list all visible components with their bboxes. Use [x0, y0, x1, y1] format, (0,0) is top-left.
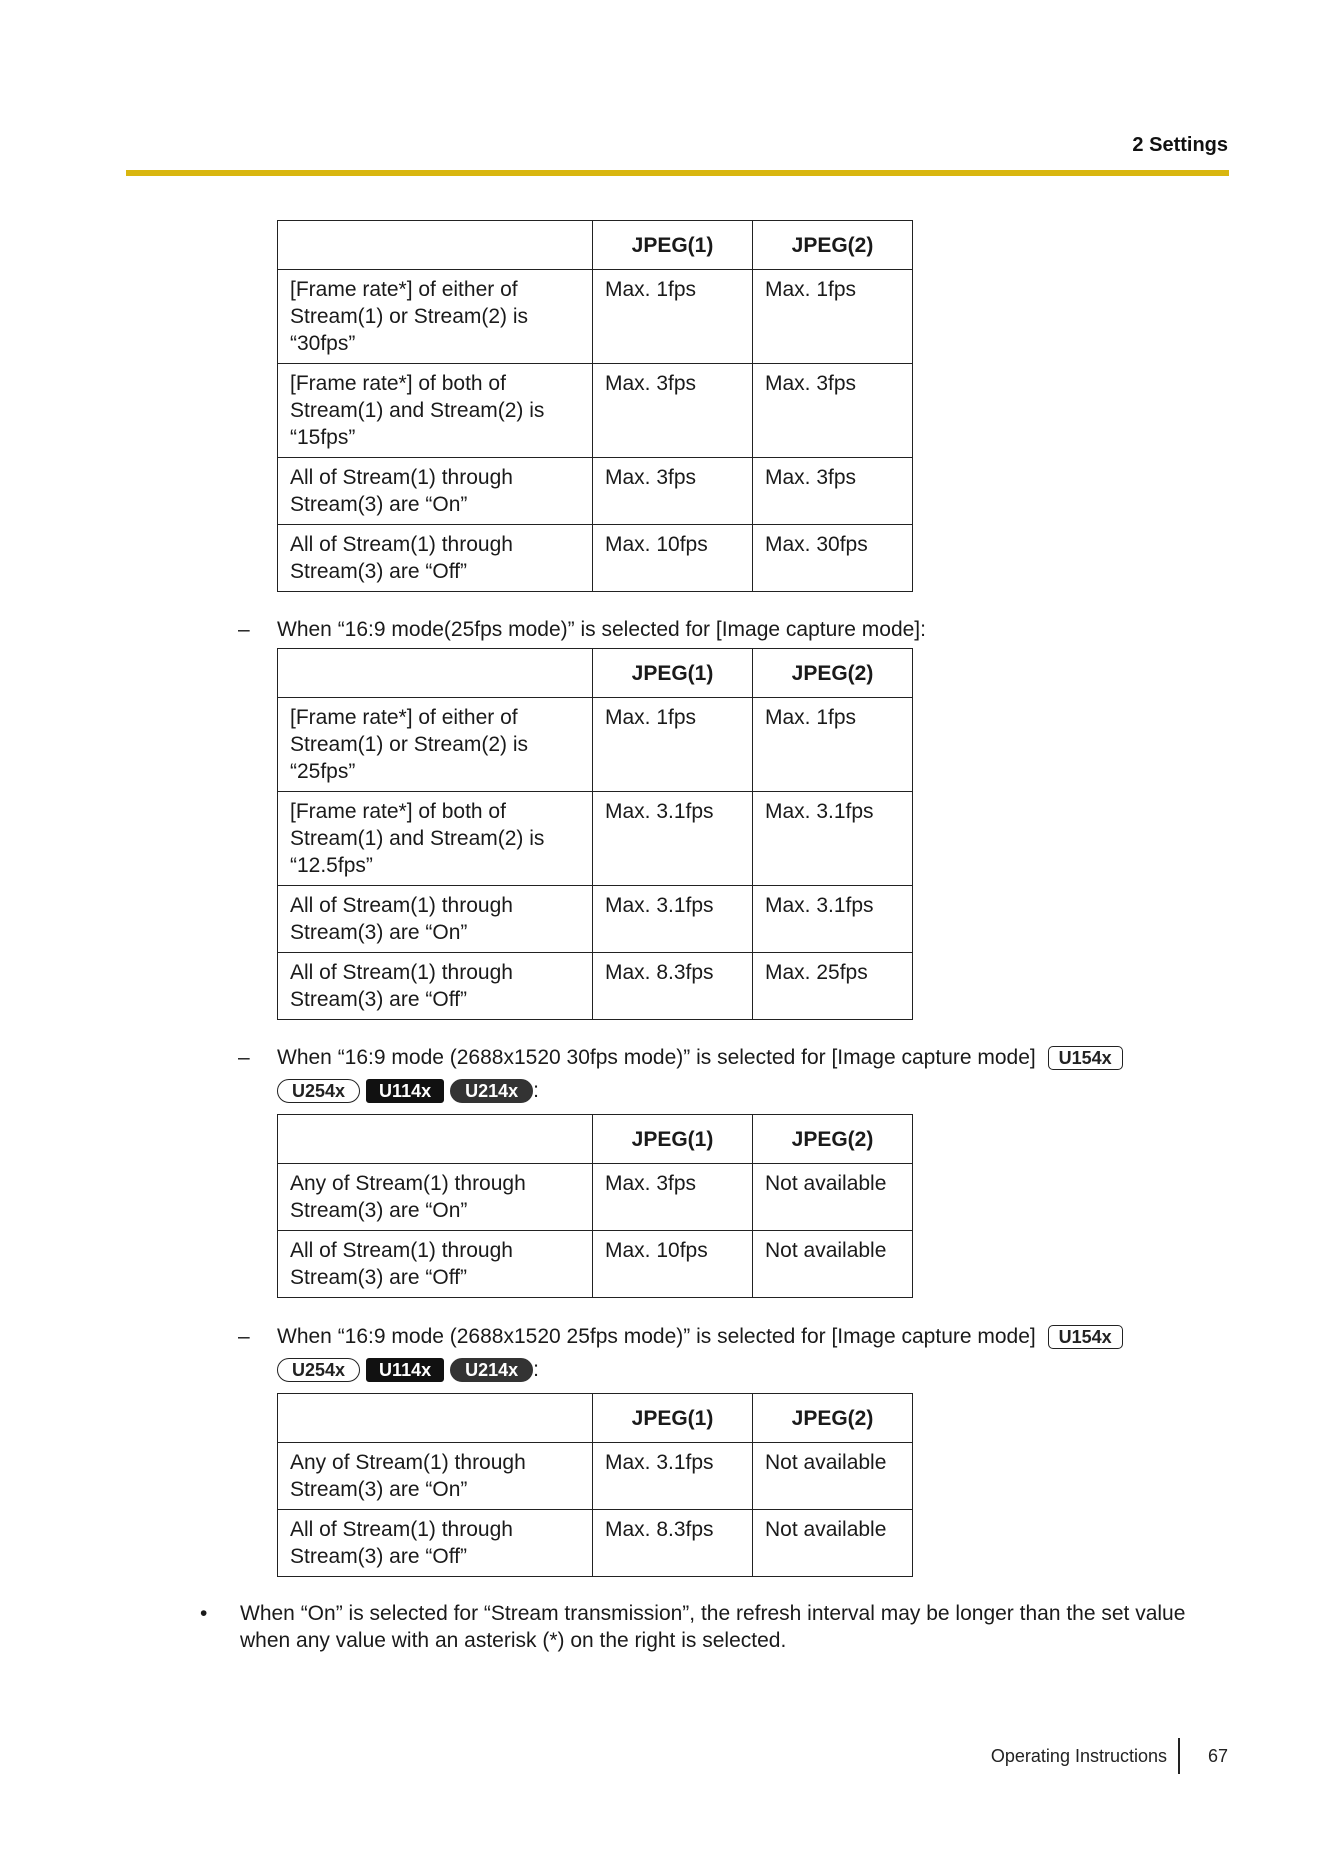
table-cell: All of Stream(1) through Stream(3) are “On” — [278, 886, 593, 953]
badges-colon: : — [533, 1358, 539, 1381]
bullet-marker: • — [200, 1602, 208, 1625]
table-row — [278, 364, 913, 458]
section-header: 2 Settings — [1132, 134, 1228, 156]
badges-colon: : — [533, 1079, 539, 1102]
table-row — [278, 953, 913, 1020]
note-text: When “16:9 mode(25fps mode)” is selected for [Image capture mode]: — [277, 618, 926, 641]
table-cell: Not available — [753, 1164, 913, 1231]
dash-marker: – — [238, 618, 250, 641]
table-header-cell: JPEG(2) — [753, 1394, 913, 1443]
table-cell: [Frame rate*] of both of Stream(1) and Stream(2) is “12.5fps” — [278, 792, 593, 886]
table-cell: All of Stream(1) through Stream(3) are “Off” — [278, 525, 593, 592]
bullet-text: When “On” is selected for “Stream transmission”, the refresh interval may be longer than the set value when any value with an asterisk (*) on the right is selected. — [240, 1602, 1186, 1652]
note-2688x1520-25fps — [238, 1321, 1129, 1353]
table-row — [278, 1510, 913, 1577]
table-cell: Not available — [753, 1231, 913, 1298]
table-cell: Max. 3fps — [593, 458, 753, 525]
table-cell: Any of Stream(1) through Stream(3) are “On” — [278, 1443, 593, 1510]
table-header-cell: JPEG(1) — [593, 221, 753, 270]
table-row — [278, 698, 913, 792]
page-number: 67 — [1208, 1746, 1229, 1766]
fps-table-25fps — [277, 648, 913, 1020]
table-header-row — [278, 1115, 913, 1164]
table-cell: Max. 3.1fps — [753, 792, 913, 886]
note-text: When “16:9 mode (2688x1520 30fps mode)” is selected for [Image capture mode] — [277, 1046, 1036, 1069]
table-cell: [Frame rate*] of either of Stream(1) or Stream(2) is “25fps” — [278, 698, 593, 792]
fps-table-30fps — [277, 220, 913, 592]
table-cell: [Frame rate*] of both of Stream(1) and Stream(2) is “15fps” — [278, 364, 593, 458]
table-header-cell: JPEG(2) — [753, 649, 913, 698]
table-header-cell — [278, 649, 593, 698]
table-cell: Max. 1fps — [593, 270, 753, 364]
model-badges-row — [277, 1077, 539, 1105]
note-text: When “16:9 mode (2688x1520 25fps mode)” is selected for [Image capture mode] — [277, 1325, 1036, 1348]
model-badge-u254x: U254x — [277, 1079, 360, 1103]
table-cell: Max. 3.1fps — [753, 886, 913, 953]
table-row — [278, 1164, 913, 1231]
table-row — [278, 886, 913, 953]
note-2688x1520-30fps — [238, 1042, 1129, 1074]
table-cell: Max. 10fps — [593, 1231, 753, 1298]
table-cell: Max. 1fps — [593, 698, 753, 792]
table-row — [278, 458, 913, 525]
table-cell: Max. 8.3fps — [593, 1510, 753, 1577]
table-cell: Max. 30fps — [753, 525, 913, 592]
table-cell: All of Stream(1) through Stream(3) are “On” — [278, 458, 593, 525]
fps-table-2688-25fps — [277, 1393, 913, 1577]
dash-marker: – — [238, 1046, 250, 1069]
table-header-cell — [278, 1115, 593, 1164]
model-badge-u114x: U114x — [366, 1358, 444, 1382]
header-rule — [126, 170, 1229, 176]
table-row — [278, 525, 913, 592]
table-cell: Max. 3.1fps — [593, 792, 753, 886]
table-header-row — [278, 1394, 913, 1443]
model-badge-u254x: U254x — [277, 1358, 360, 1382]
table-cell: All of Stream(1) through Stream(3) are “Off” — [278, 953, 593, 1020]
table-cell: [Frame rate*] of either of Stream(1) or Stream(2) is “30fps” — [278, 270, 593, 364]
table-header-cell — [278, 221, 593, 270]
table-row — [278, 270, 913, 364]
table-cell: Max. 1fps — [753, 698, 913, 792]
table-header-cell — [278, 1394, 593, 1443]
table-cell: Any of Stream(1) through Stream(3) are “On” — [278, 1164, 593, 1231]
table-header-row — [278, 221, 913, 270]
fps-table-2688-30fps — [277, 1114, 913, 1298]
table-cell: Max. 3.1fps — [593, 1443, 753, 1510]
note-25fps-mode — [238, 614, 926, 646]
footer-divider — [1178, 1738, 1180, 1774]
dash-marker: – — [238, 1325, 250, 1348]
model-badge-u154x: U154x — [1048, 1325, 1123, 1349]
table-cell: Not available — [753, 1443, 913, 1510]
table-cell: Max. 3fps — [593, 364, 753, 458]
bullet-note — [200, 1600, 1230, 1654]
model-badge-u214x: U214x — [450, 1358, 533, 1382]
table-header-cell: JPEG(1) — [593, 1394, 753, 1443]
table-cell: Max. 3fps — [593, 1164, 753, 1231]
table-header-cell: JPEG(2) — [753, 221, 913, 270]
table-header-cell: JPEG(1) — [593, 1115, 753, 1164]
table-cell: Max. 3.1fps — [593, 886, 753, 953]
model-badge-u154x: U154x — [1048, 1046, 1123, 1070]
table-header-cell: JPEG(2) — [753, 1115, 913, 1164]
model-badge-u114x: U114x — [366, 1079, 444, 1103]
footer-doc-title: Operating Instructions — [990, 1746, 1167, 1766]
table-cell: Max. 1fps — [753, 270, 913, 364]
table-header-cell: JPEG(1) — [593, 649, 753, 698]
table-row — [278, 1231, 913, 1298]
table-cell: Max. 10fps — [593, 525, 753, 592]
table-cell: Max. 25fps — [753, 953, 913, 1020]
table-cell: All of Stream(1) through Stream(3) are “Off” — [278, 1510, 593, 1577]
model-badges-row — [277, 1356, 539, 1384]
table-cell: Max. 3fps — [753, 364, 913, 458]
model-badge-u214x: U214x — [450, 1079, 533, 1103]
table-cell: Max. 3fps — [753, 458, 913, 525]
table-header-row — [278, 649, 913, 698]
table-cell: Not available — [753, 1510, 913, 1577]
table-row — [278, 1443, 913, 1510]
table-cell: All of Stream(1) through Stream(3) are “Off” — [278, 1231, 593, 1298]
table-cell: Max. 8.3fps — [593, 953, 753, 1020]
table-row — [278, 792, 913, 886]
